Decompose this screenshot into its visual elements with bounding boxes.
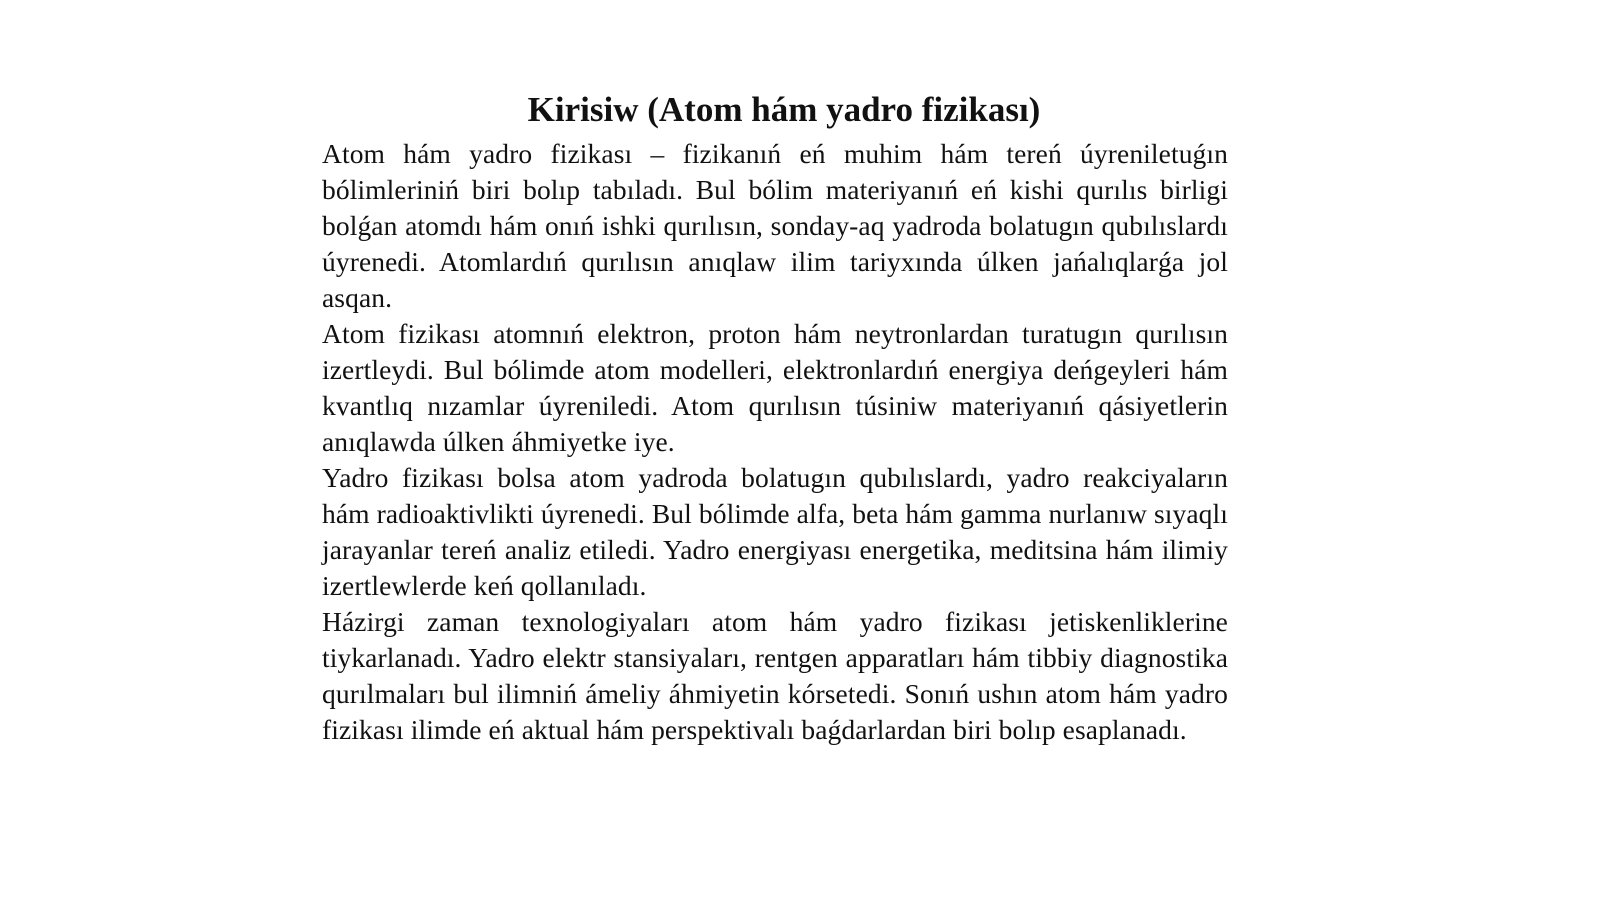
- page-title: Kirisiw (Atom hám yadro fizikası): [527, 90, 1041, 129]
- paragraph-modern-technology: Házirgi zaman texnologiyaları atom hám yadro fizikası jetiskenliklerine tiykarlanadı. Yadro elektr stansiyaları, rentgen apparatları hám tibbiy diagnostika qurılmaları bul ilimniń ámeliy áhmiyetin kórsetedi. Sonıń ushın atom hám yadro fizikası ilimde eń aktual hám perspektivalı baǵdarlardan biri bolıp esaplanadı.: [322, 606, 1228, 745]
- text-body: [322, 84, 1228, 748]
- paragraph-atom-physics: Atom fizikası atomnıń elektron, proton hám neytronlardan turatugın qurılısın izertleydi. Bul bólimde atom modelleri, elektronlardıń energiya deńgeyleri hám kvantlıq nızamlar úyreniledi. Atom qurılısın túsiniw materiyanıń qásiyetlerin anıqlawda úlken áhmiyetke iye.: [322, 318, 1228, 457]
- paragraph-nuclear-physics: Yadro fizikası bolsa atom yadroda bolatugın qubılıslardı, yadro reakciyaların hám radioaktivlikti úyrenedi. Bul bólimde alfa, beta hám gamma nurlanıw sıyaqlı jarayanlar tereń analiz etiledi. Yadro energiyası energetika, meditsina hám ilimiy izertlewlerde keń qollanıladı.: [322, 462, 1228, 601]
- paragraph-intro: Atom hám yadro fizikası – fizikanıń eń muhim hám tereń úyreniletuǵın bólimleriniń biri bolıp tabıladı. Bul bólim materiyanıń eń kishi qurılıs birligi bolǵan atomdı hám onıń ishki qurılısın, sonday-aq yadroda bolatugın qubılıslardı úyrenedi. Atomlardıń qurılısın anıqlaw ilim tariyxında úlken jańalıqlarǵa jol asqan.: [322, 138, 1228, 313]
